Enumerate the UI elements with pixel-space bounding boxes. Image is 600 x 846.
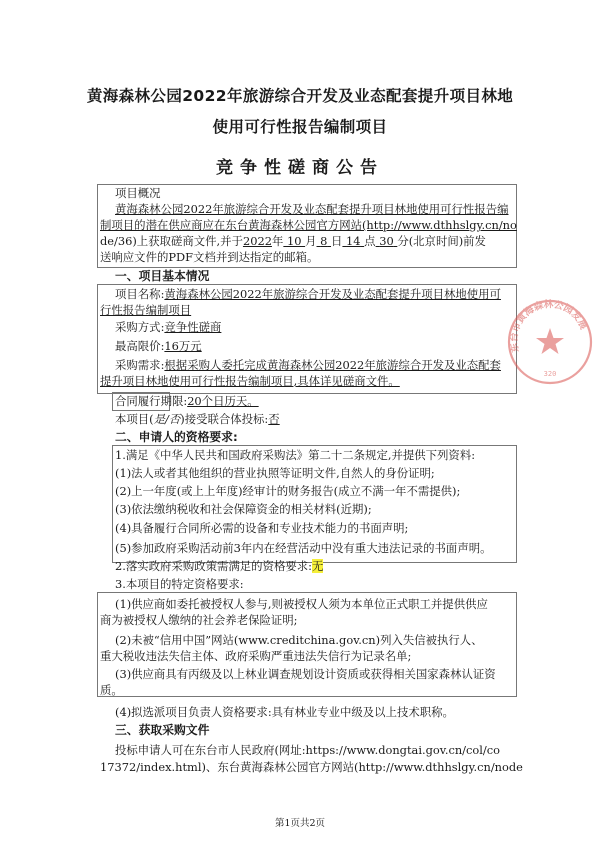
page-footer: 第1页共2页 — [274, 818, 326, 829]
title-line-2: 使用可行性报告编制项目 — [212, 118, 388, 136]
qualification-1-item-5: (5)参加政府采购活动前3年内在经营活动中没有重大违法记录的书面声明。 — [115, 541, 492, 555]
special-qualification-3a: (3)供应商具有丙级及以上林业调查规划设计资质或获得相关国家森林认证资 — [115, 667, 496, 681]
section-3-line-2: 17372/index.html)、东台黄海森林公园官方网站(http://www.dthhslgy.cn/node — [100, 760, 523, 774]
special-qualification-2b: 重大税收违法失信主体、政府采购严重违法失信行为记录名单; — [100, 649, 412, 663]
overview-line-4: 送响应文件的PDF文档并到达指定的邮箱。 — [100, 250, 319, 264]
qualification-1-item-4: (4)具备履行合同所必需的设备和专业技术能力的书面声明; — [115, 521, 409, 535]
section-1-heading: 一、项目基本情况 — [115, 269, 210, 283]
section-3-line-1: 投标申请人可在东台市人民政府(网址:https://www.dongtai.gov.cn/col/co — [115, 743, 500, 757]
project-name-line: 项目名称:黄海森林公园2022年旅游综合开发及业态配套提升项目林地使用可 — [115, 287, 501, 301]
qualification-3: 3.本项目的特定资格要求: — [115, 577, 244, 591]
special-qualification-3b: 质。 — [100, 683, 123, 697]
consortium-line: 本项目(是/否)接受联合体投标:否 — [115, 412, 280, 426]
special-qualification-1b: 商为被授权人缴纳的社会养老保险证明; — [100, 613, 298, 627]
special-qualification-1a: (1)供应商如委托被授权人参与,则被授权人须为本单位正式职工并提供供应 — [115, 597, 488, 611]
notice-title: 竞争性磋商公告 — [216, 158, 384, 178]
overview-heading: 项目概况 — [115, 186, 161, 200]
qualification-1-item-1: (1)法人或者其他组织的营业执照等证明文件,自然人的身份证明; — [115, 466, 435, 480]
procurement-demand: 采购需求:根据采购人委托完成黄海森林公园2022年旅游综合开发及业态配套 — [115, 358, 501, 372]
overview-line-2: 制项目的潜在供应商应在东台黄海森林公园官方网站(http://www.dthhslgy.cn/no — [100, 218, 517, 232]
special-qualification-2a: (2)未被“信用中国”网站(www.creditchina.gov.cn)列入失信被执行人、 — [115, 633, 483, 647]
section-3-heading: 三、获取采购文件 — [115, 723, 210, 737]
seal-number: 320 — [543, 370, 557, 378]
procurement-demand-line-2: 提升项目林地使用可行性报告编制项目,具体详见磋商文件。 — [100, 374, 400, 388]
qualification-1: 1.满足《中华人民共和国政府采购法》第二十二条规定,并提供下列资料: — [115, 448, 476, 462]
official-seal — [506, 298, 594, 386]
procurement-method: 采购方式:竞争性磋商 — [115, 320, 222, 334]
project-name-line-2: 行性报告编制项目 — [100, 303, 192, 317]
title-line-1: 黄海森林公园2022年旅游综合开发及业态配套提升项目林地 — [86, 87, 514, 105]
qualification-1-item-2: (2)上一年度(或上上年度)经审计的财务报告(成立不满一年不需提供); — [115, 484, 461, 498]
overview-line-3: de/36)上获取磋商文件,并于2022年 10 月 8 日 14 点 30 分(北京时间)前发 — [100, 234, 486, 248]
qualification-1-item-3: (3)依法缴纳税收和社会保障资金的相关材料(近期); — [115, 502, 372, 516]
overview-line-1: 黄海森林公园2022年旅游综合开发及业态配套提升项目林地使用可行性报告编 — [115, 202, 509, 216]
seal-text: 东台市黄海森林公园发展 — [508, 299, 589, 354]
price-limit: 最高限价:16万元 — [115, 339, 202, 353]
section-2-heading: 二、申请人的资格要求: — [115, 430, 238, 444]
special-qualification-4: (4)拟选派项目负责人资格要求:具有林业专业中级及以上技术职称。 — [115, 705, 454, 719]
qualification-2: 2.落实政府采购政策需满足的资格要求:无 — [115, 559, 324, 573]
contract-period: 合同履行期限:20个日历天。 — [115, 394, 259, 408]
